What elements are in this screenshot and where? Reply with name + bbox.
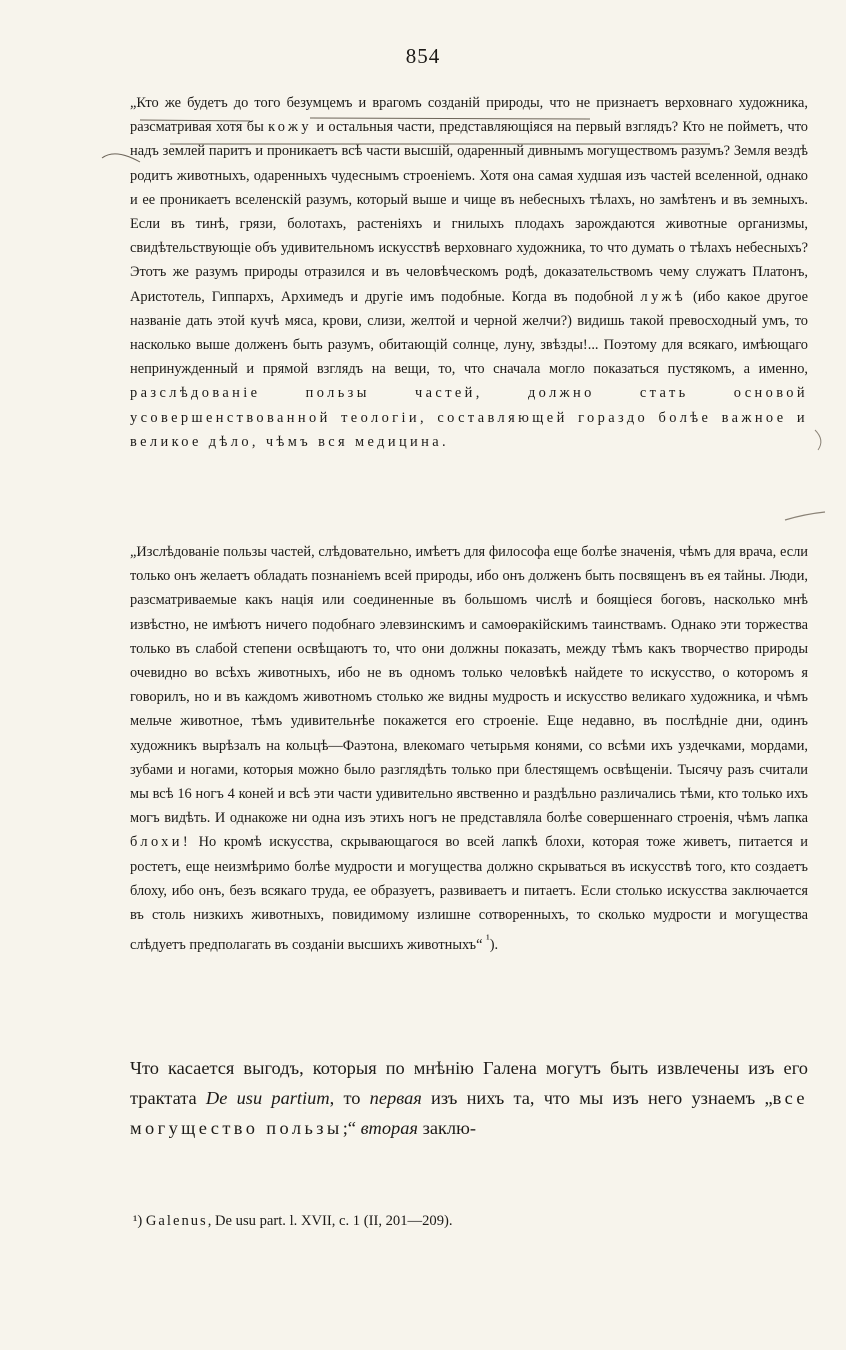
body-paragraph	[130, 1053, 808, 1143]
spaced-emphasis: разслѣдованіе пользы частей, должно стать основой усовершенствованной теологіи, составляющей гораздо болѣе важное и великое дѣло, чѣмъ вся медицина	[130, 385, 808, 450]
footnote-text: , De usu part. l. XVII, c. 1 (II, 201—209).	[207, 1213, 453, 1229]
spaced-emphasis: лужѣ	[640, 288, 687, 305]
body-text: Что касается выгодъ, которыя по мнѣнію Галена могутъ быть извлечены изъ его трактата	[130, 1058, 808, 1108]
spaced-emphasis: кожу	[268, 119, 312, 136]
quote-text: Но кромѣ искусства, скрывающагося во всей лапкѣ блохи, которая тоже живетъ, питается и ростетъ, еще неизмѣримо болѣе мудрости и могущества должно скрываться въ искусствѣ того, кто создаетъ блоху, ибо онъ, безъ всякаго труда, ее образуетъ, развиваетъ и питаетъ. Если столько искусства заключается въ столь низкихъ животныхъ, повидимому излишне сотворенныхъ, то сколько мудрости и могущества слѣдуетъ предполагать въ созданіи высшихъ животныхъ“	[130, 834, 808, 954]
body-text: изъ нихъ та, что мы изъ него узнаемъ „	[421, 1088, 773, 1108]
quote-text: „Кто же будетъ до того безумцемъ и врагомъ созданій природы, что не признаетъ верховнаго художника, разсматривая хотя бы	[130, 95, 808, 136]
italic-emphasis: первая	[369, 1088, 422, 1108]
spaced-emphasis: все могущество пользы	[130, 1088, 808, 1138]
quote-text: .	[442, 433, 446, 450]
page-number: 854	[405, 44, 441, 68]
footnote-reference[interactable]: ¹	[486, 932, 490, 947]
treatise-title: De usu partium	[205, 1088, 330, 1108]
quote-text: „Изслѣдованіе пользы частей, слѣдовательно, имѣетъ для философа еще болѣе значенія, чѣмъ для врача, если только онъ желаетъ обладать познаніемъ всей природы, ибо онъ долженъ быть посвященъ въ ея тайны. Люди, разсматриваемые какъ нація или соединенные въ большомъ числѣ и боящіеся боговъ, насколько мнѣ извѣстно, не имѣютъ ничего подобнаго элевзинскимъ и самоѳракійскимъ таинствамъ. Однако эти торжества только въ слабой степени освѣщаютъ то, что они должны показать, между тѣмъ какъ творчество природы очевидно во всѣхъ животныхъ, ибо не въ одномъ только человѣкѣ найдете то искусство, о которомъ я говорилъ, но и въ каждомъ животномъ столько же видны мудрость и искусство великаго художника, и чѣмъ мельче животное, тѣмъ удивительнѣе покажется его строеніе. Еще недавно, въ послѣдніе дни, одинъ художникъ вырѣзалъ на кольцѣ—Фаэтона, влекомаго четырьмя конями, со всѣми ихъ уздечками, мордами, зубами и ногами, которыя можно было разглядѣть только при блестящемъ освѣщеніи. Тысячу разъ считали мы всѣ 16 ногъ 4 коней и всѣ эти части удивительно явственно и раздѣльно различались тѣми, кто только ихъ могъ видѣть. И однакоже ни одна изъ этихъ ногъ не представляла болѣе совершеннаго строенія, чѣмъ лапка	[130, 544, 808, 827]
quote-text: (ибо какое другое названіе дать этой кучѣ мяса, крови, слизи, желтой и черной желчи?) видишь такой превосходный умъ, то насколько выше долженъ быть разумъ, обитающій солнце, луну, звѣзды!... Поэтому для всякаго, имѣющаго непринужденный и прямой взглядъ на вещи, то, что сначала могло показаться пустякомъ, а именно,	[130, 288, 808, 378]
quote-text: ).	[489, 937, 499, 954]
spaced-emphasis: блохи!	[130, 834, 192, 851]
quote-galen-1	[130, 91, 808, 454]
quote-paragraph	[130, 91, 808, 454]
quote-galen-2	[130, 540, 808, 957]
italic-emphasis: вторая	[360, 1118, 418, 1138]
quote-text: и остальныя части, представляющіяся на первый взглядъ? Кто не пойметъ, что надъ землей паритъ и проникаетъ всѣ части высшій, одаренный дивнымъ могуществомъ разумъ? Земля вездѣ родитъ животныхъ, одаренныхъ чудеснымъ строеніемъ. Хотя она самая худшая изъ частей вселенной, однако и ее проникаетъ вселенскій разумъ, который выше и чище въ небесныхъ тѣлахъ, но замѣтенъ и въ земныхъ. Если въ тинѣ, грязи, болотахъ, растеніяхъ и гнилыхъ плодахъ зарождаются животные организмы, свидѣтельствующіе объ удивительномъ искусствѣ верховнаго художника, то что думать о тѣлахъ небесныхъ? Этотъ же разумъ природы отразился и въ человѣческомъ родѣ, доказательствомъ чему служатъ Платонъ, Аристотель, Гиппархъ, Архимедъ и другіе имъ подобные. Когда въ подобной	[130, 119, 808, 305]
body-text: , то	[329, 1088, 370, 1108]
footnote-author: Galenus	[145, 1213, 208, 1229]
body-text: ;“	[342, 1118, 361, 1138]
footnote-marker: ¹)	[133, 1213, 146, 1229]
footnote	[133, 1213, 803, 1230]
body-text: заклю-	[417, 1118, 476, 1138]
quote-paragraph	[130, 540, 808, 957]
